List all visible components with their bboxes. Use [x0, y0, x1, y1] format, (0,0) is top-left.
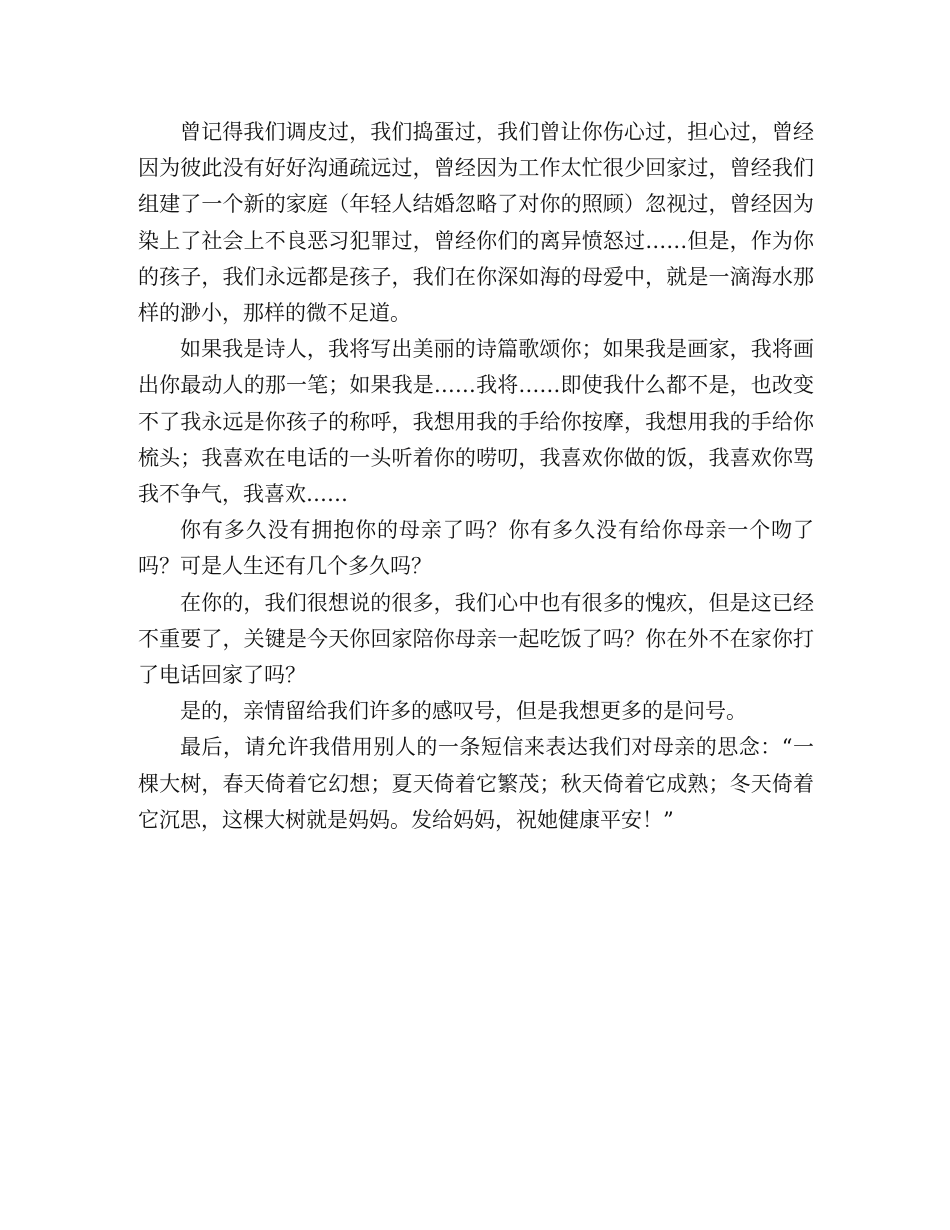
document-body — [138, 114, 814, 838]
paragraph-3: 你有多久没有拥抱你的母亲了吗？你有多久没有给你母亲一个吻了吗？可是人生还有几个多久吗？ — [138, 518, 814, 579]
paragraph-5: 是的，亲情留给我们许多的感叹号，但是我想更多的是问号。 — [180, 699, 747, 724]
paragraph-4: 在你的，我们很想说的很多，我们心中也有很多的愧疚，但是这已经不重要了，关键是今天你回家陪你母亲一起吃饭了吗？你在外不在家你打了电话回家了吗？ — [138, 590, 814, 688]
paragraph-1: 曾记得我们调皮过，我们捣蛋过，我们曾让你伤心过，担心过，曾经因为彼此没有好好沟通疏远过，曾经因为工作太忙很少回家过，曾经我们组建了一个新的家庭（年轻人结婚忽略了对你的照顾）忽视过，曾经因为染上了社会上不良恶习犯罪过，曾经你们的离异愤怒过……但是，作为你的孩子，我们永远都是孩子，我们在你深如海的母爱中，就是一滴海水那样的渺小，那样的微不足道。 — [138, 120, 814, 326]
paragraph-6: 最后，请允许我借用别人的一条短信来表达我们对母亲的思念：“一棵大树，春天倚着它幻想；夏天倚着它繁茂；秋天倚着它成熟；冬天倚着它沉思，这棵大树就是妈妈。发给妈妈，祝她健康平安！” — [138, 735, 814, 832]
paragraph-2: 如果我是诗人，我将写出美丽的诗篇歌颂你；如果我是画家，我将画出你最动人的那一笔；如果我是……我将……即使我什么都不是，也改变不了我永远是你孩子的称呼，我想用我的手给你按摩，我想用我的手给你梳头；我喜欢在电话的一头听着你的唠叨，我喜欢你做的饭，我喜欢你骂我不争气，我喜欢…… — [138, 337, 814, 507]
